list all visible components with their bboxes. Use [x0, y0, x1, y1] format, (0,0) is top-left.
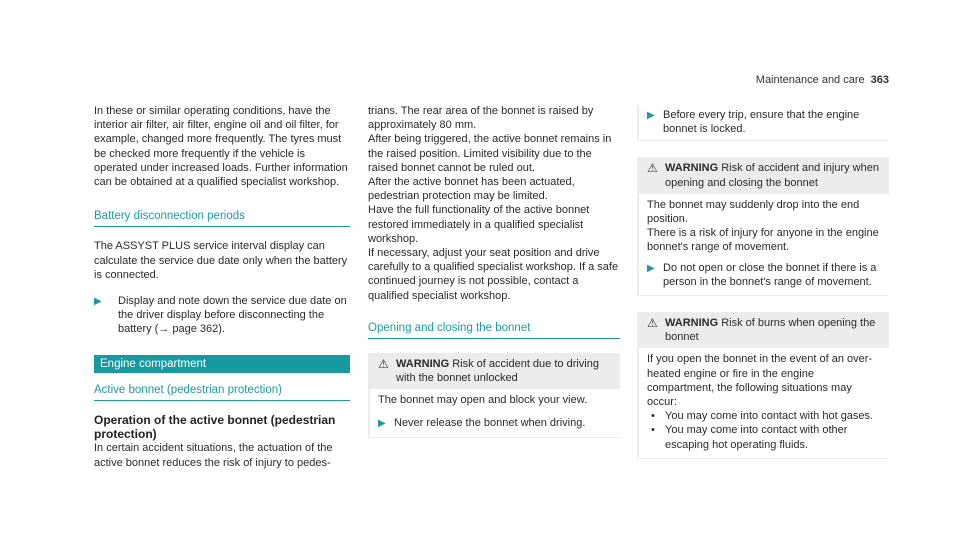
warning-header — [639, 157, 889, 193]
battery-step-text: Display and note down the service due date on the driver display before disconnecting the battery (→ page 362). — [118, 295, 347, 336]
warning-p1: If you open the bonnet in the event of an over-heated engine or fire in the engine compartment, the following situations may occur: — [647, 353, 873, 409]
battery-step — [94, 294, 350, 337]
opening-heading: Opening and closing the bonnet — [368, 321, 620, 339]
list-item — [651, 409, 881, 423]
warning-body — [639, 194, 889, 295]
col2-p3: After the active bonnet has been actuated, pedestrian protection may be limited. — [368, 176, 575, 203]
warning-header — [639, 312, 889, 348]
top-step-text: Before every trip, ensure that the engine bonnet is locked. — [663, 109, 860, 136]
operation-text: In certain accident situations, the actuation of the active bonnet reduces the risk of injury to pedes- — [94, 442, 333, 469]
warning-box-1 — [368, 353, 620, 438]
column-2 — [368, 104, 620, 438]
header-title: Maintenance and care — [755, 74, 865, 86]
arrow-icon: ▶ — [378, 417, 386, 429]
warning-triangle-icon: ⚠ — [647, 316, 658, 331]
engine-compartment-bar: Engine compartment — [94, 355, 350, 373]
bullet-icon: • — [651, 410, 655, 423]
arrow-icon: ▶ — [647, 262, 655, 274]
warning-text: The bonnet may open and block your view. — [378, 394, 588, 407]
warning-label: WARNING — [665, 162, 719, 175]
operation-heading: Operation of the active bonnet (pedestrian protection) — [94, 413, 336, 442]
bullet-text: You may come into contact with other escaping hot operating fluids. — [665, 424, 848, 451]
warning-step — [378, 416, 612, 431]
column-1 — [94, 104, 350, 470]
warning-box-2 — [637, 157, 889, 296]
intro-paragraph: In these or similar operating conditions, have the interior air filter, air filter, engine oil and oil filter, for example, changed more frequently. The tyres must be checked more frequently if the vehicle is operated under increased loads. Further information can be obtained at a qualified specialist workshop. — [94, 105, 348, 189]
battery-text: The ASSYST PLUS service interval display can calculate the service due date only when the battery is connected. — [94, 240, 348, 281]
battery-heading: Battery disconnection periods — [94, 209, 350, 227]
warning-header — [370, 353, 620, 389]
warning-box-3 — [637, 312, 889, 459]
warning-body — [639, 348, 889, 457]
col2-p4: Have the full functionality of the active bonnet restored immediately in a qualified specialist workshop. — [368, 204, 590, 245]
warning-title: Risk of burns when opening the bonnet — [665, 317, 876, 344]
active-bonnet-heading: Active bonnet (pedestrian protection) — [94, 383, 350, 401]
page-header — [756, 74, 889, 86]
col2-p5: If necessary, adjust your seat position and drive carefully to a qualified specialist workshop. If a safe continued journey is not possible, contact a qualified specialist workshop. — [368, 247, 619, 302]
bullet-icon: • — [651, 424, 655, 437]
warning-title: Risk of accident and injury when opening and closing the bonnet — [665, 162, 879, 189]
warning-triangle-icon: ⚠ — [378, 357, 389, 372]
warning-label: WARNING — [396, 358, 450, 371]
warning-p1: The bonnet may suddenly drop into the end position. — [647, 198, 860, 226]
list-item — [651, 423, 881, 451]
warning-body — [370, 389, 620, 436]
warning-label: WARNING — [665, 317, 719, 330]
arrow-icon: ▶ — [94, 296, 102, 308]
warning-step-text: Never release the bonnet when driving. — [394, 416, 586, 429]
warning-title: Risk of accident due to driving with the bonnet unlocked — [396, 358, 599, 385]
bullet-text: You may come into contact with hot gases. — [665, 410, 874, 423]
top-step-box — [637, 106, 889, 141]
top-step — [647, 108, 881, 136]
warning-step-text: Do not open or close the bonnet if there is a person in the bonnet's range of movement. — [663, 261, 877, 288]
warning-p2: There is a risk of injury for anyone in the engine bonnet's range of movement. — [647, 227, 879, 254]
col2-p1: trians. The rear area of the bonnet is raised by approximately 80 mm. — [368, 105, 594, 132]
arrow-icon: ▶ — [647, 110, 655, 121]
page-number: 363 — [870, 74, 889, 86]
col2-p2: After being triggered, the active bonnet remains in the raised position. Limited visibility due to the raised bonnet cannot be ruled out. — [368, 133, 612, 174]
column-3 — [637, 106, 889, 459]
warning-triangle-icon: ⚠ — [647, 161, 658, 176]
warning-step — [647, 261, 881, 289]
